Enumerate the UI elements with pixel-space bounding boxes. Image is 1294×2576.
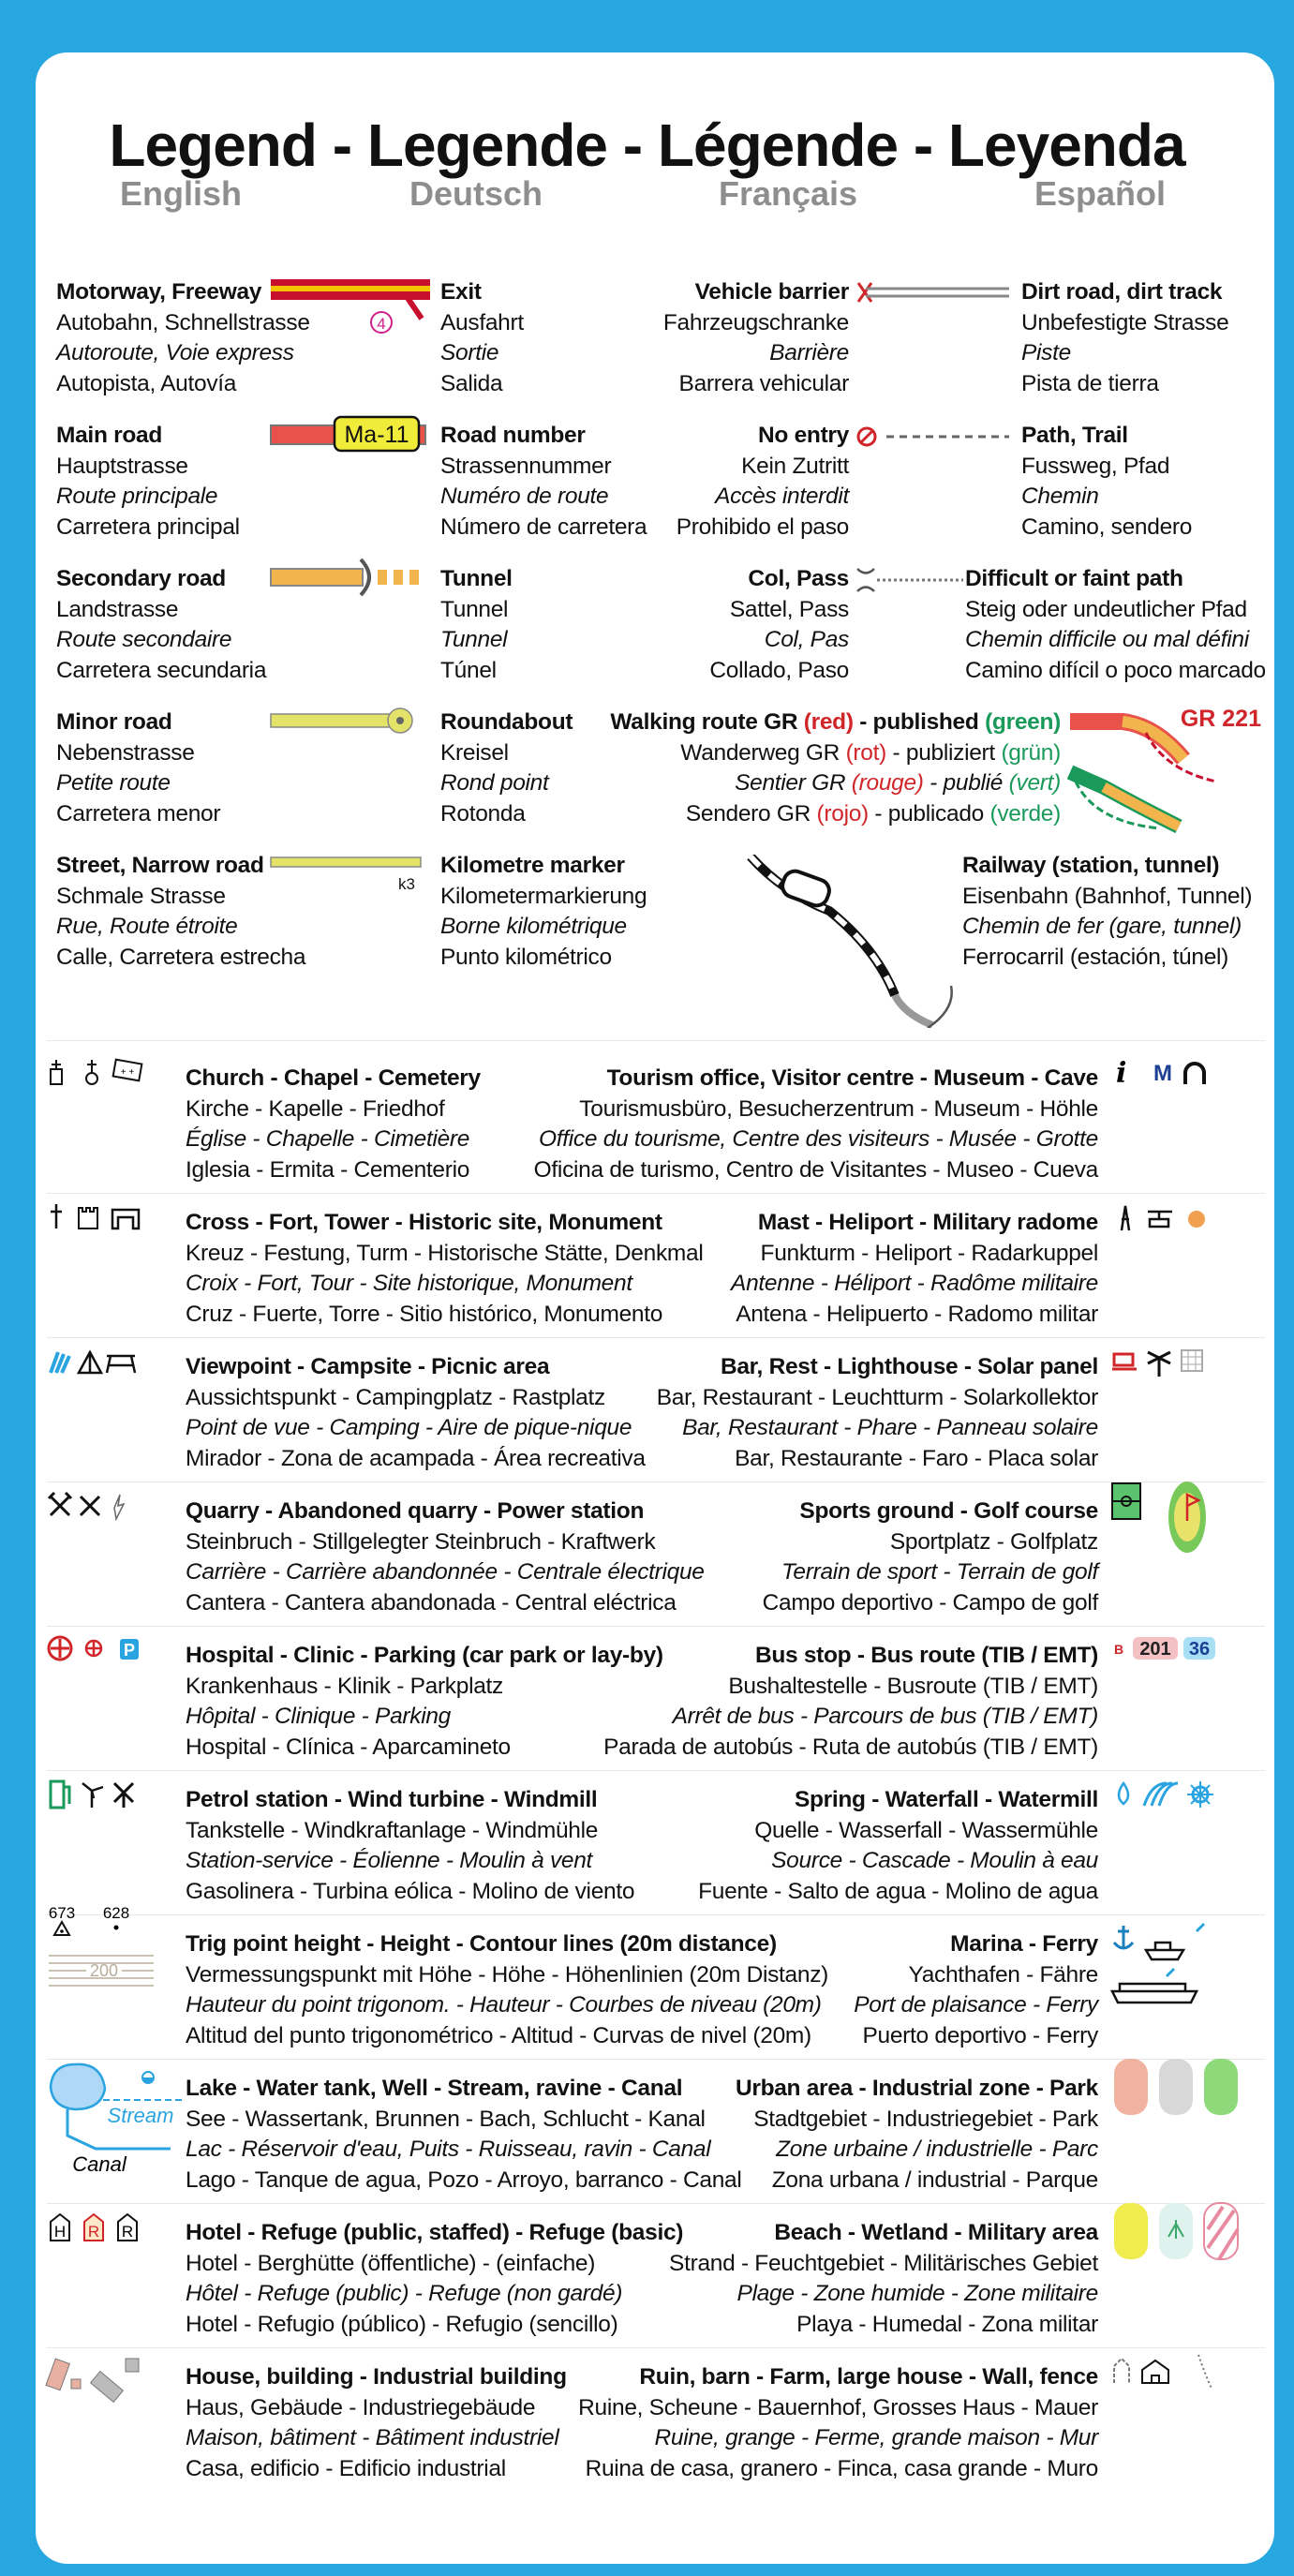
legend-entry-no-entry <box>677 421 849 543</box>
legend-entry-minor-road <box>56 707 220 829</box>
gr-route-label: GR 221 <box>1180 706 1261 732</box>
poi-right-entry-line: Stadtgebiet - Industriegebiet - Park <box>753 2106 1098 2132</box>
street-km-marker-icon <box>267 848 436 895</box>
museum-label: M <box>1153 1061 1172 1086</box>
poi-left-entry-line: Cruz - Fuerte, Torre - Sitio histórico, Monumento <box>186 1301 663 1327</box>
divider <box>47 2059 1265 2060</box>
house-icon-industrial-building-icon <box>47 2355 187 2481</box>
legend-entry-railway-station-tunnel-line: Railway (station, tunnel) <box>962 853 1220 878</box>
route-text-part: - publiziert <box>886 739 1002 766</box>
legend-entry-tunnel-line: Túnel <box>440 657 497 683</box>
legend-entry-roundabout <box>440 707 573 829</box>
legend-entry-roundabout-line: Rond point <box>440 770 549 796</box>
poi-left-entry-line: Hospital - Clínica - Aparcamineto <box>186 1734 511 1760</box>
poi-right-entry-line: Bushaltestelle - Busroute (TIB / EMT) <box>728 1673 1098 1699</box>
poi-right-entry <box>854 1929 1098 2051</box>
legend-entry-tunnel-line: Tunnel <box>440 596 509 622</box>
legend-entry-kilometre-marker-line: Punto kilométrico <box>440 944 612 970</box>
refuge-staffed-label: R <box>87 2223 100 2241</box>
legend-entry-col-pass <box>709 564 849 686</box>
poi-left-entry-line: House, building - Industrial building <box>186 2364 567 2390</box>
legend-entry-railway-station-tunnel-line: Ferrocarril (estación, túnel) <box>962 944 1229 970</box>
legend-entry-col-pass-line: Sattel, Pass <box>729 596 849 622</box>
poi-right-entry-line: Bus stop - Bus route (TIB / EMT) <box>754 1643 1098 1668</box>
legend-entry-motorway-freeway-line: Autoroute, Voie express <box>56 340 294 365</box>
legend-entry-street-narrow-road-line: Calle, Carretera estrecha <box>56 944 306 970</box>
legend-entry-roundabout-line: Roundabout <box>440 709 573 735</box>
poi-right-entry-line: Playa - Humedal - Zona militar <box>796 2311 1098 2337</box>
no-entry-icon <box>855 424 1014 450</box>
poi-right-entry-line: Bar, Rest - Lighthouse - Solar panel <box>720 1354 1098 1379</box>
legend-entry-kilometre-marker-line: Kilometermarkierung <box>440 883 647 909</box>
walking-route-gr-icon <box>1066 705 1268 836</box>
poi-right-entry-line: Urban area - Industrial zone - Park <box>735 2076 1098 2101</box>
poi-right-entry <box>669 2218 1098 2340</box>
legend-entry-secondary-road-line: Carretera secundaria <box>56 657 267 683</box>
poi-right-entry-line: Bar, Restaurante - Faro - Placa solar <box>735 1445 1098 1471</box>
height-label: 628 <box>102 1904 130 1922</box>
sports-ground-icon-golf-course-icon <box>1110 1489 1270 1616</box>
legend-entry-vehicle-barrier-line: Barrera vehicular <box>678 370 849 396</box>
col-pass-icon <box>853 566 965 594</box>
route-text-part: (rot) <box>845 739 886 766</box>
route-text-part: (red) <box>803 709 854 735</box>
route-text-part: (green) <box>985 709 1061 735</box>
church-icon-chapel-icon-cemetery-icon <box>47 1056 187 1183</box>
legend-entry-no-entry-line: Kein Zutritt <box>741 453 849 479</box>
poi-left-entry-line: Hôpital - Clinique - Parking <box>186 1704 452 1729</box>
legend-entry-road-number-line: Número de carretera <box>440 514 647 540</box>
trig-height-label: 673 <box>48 1904 76 1922</box>
legend-entry-path-trail <box>1021 421 1192 543</box>
legend-entry-path-trail-line: Chemin <box>1021 484 1099 509</box>
bus-route-label: 201 <box>1139 1639 1171 1660</box>
legend-entry-path-trail-line: Path, Trail <box>1021 423 1128 448</box>
poi-right-entry <box>534 1064 1098 1185</box>
legend-entry-path-trail-line: Fussweg, Pfad <box>1021 453 1170 479</box>
poi-left-entry-line: Hotel - Refugio (público) - Refugio (sencillo) <box>186 2311 618 2337</box>
legend-entry-kilometre-marker-line: Borne kilométrique <box>440 914 627 939</box>
road-number-label: Ma-11 <box>344 422 409 448</box>
legend-entry-no-entry-line: Prohibido el paso <box>676 514 849 540</box>
legend-entry-difficult-or-faint-path-line: Difficult or faint path <box>965 566 1183 591</box>
km-marker-label: k3 <box>398 875 415 893</box>
poi-left-entry-line: Station-service - Éolienne - Moulin à vent <box>186 1848 593 1873</box>
legend-entry-difficult-or-faint-path-line: Chemin difficile ou mal défini <box>965 627 1249 652</box>
stream-label: Stream <box>107 2104 174 2127</box>
poi-left-entry <box>186 1929 828 2051</box>
poi-right-entry-line: Mast - Heliport - Military radome <box>757 1210 1098 1235</box>
poi-left-entry-line: Église - Chapelle - Cimetière <box>186 1126 470 1152</box>
motorway-symbol-icon <box>267 272 436 342</box>
poi-left-entry-line: Carrière - Carrière abandonnée - Centrale électrique <box>186 1559 705 1585</box>
poi-right-entry-line: Oficina de turismo, Centro de Visitantes - Museo - Cueva <box>533 1156 1098 1183</box>
cross-icon-fort-tower-icon-historic-site-icon <box>47 1200 187 1327</box>
route-text-part: - publié <box>923 770 1009 796</box>
poi-right-entry-line: Ruine, Scheune - Bauernhof, Grosses Haus - Mauer <box>578 2394 1098 2420</box>
svg-text:i: i <box>1116 1057 1127 1090</box>
poi-right-entry <box>657 1352 1098 1474</box>
poi-left-entry <box>186 2218 683 2340</box>
poi-right-entry-line: Office du tourisme, Centre des visiteurs - Musée - Grotte <box>539 1126 1098 1152</box>
legend-entry-walking-route-gr-red-published-green-line <box>610 768 1061 799</box>
legend-entry-road-number <box>440 421 647 543</box>
trig-point-icon-height-point-icon-contour-line-icon <box>47 1903 187 2030</box>
quarry-icon-abandoned-quarry-icon-power-station-icon <box>47 1489 187 1616</box>
ruin-barn-icon-farm-icon-wall-fence-icon <box>1110 2355 1270 2481</box>
poi-left-entry-line: Petrol station - Wind turbine - Windmill <box>186 1787 598 1812</box>
minor-road-roundabout-icon <box>267 703 436 740</box>
poi-right-entry-line: Zone urbaine / industrielle - Parc <box>776 2137 1098 2162</box>
legend-entry-dirt-road-dirt-track <box>1021 277 1228 399</box>
poi-right-entry-line: Bar, Restaurant - Phare - Panneau solaire <box>682 1415 1098 1440</box>
route-text-part: (rojo) <box>816 800 869 826</box>
spring-icon-waterfall-icon-watermill-icon <box>1110 1778 1270 1904</box>
poi-left-entry <box>186 1785 634 1907</box>
beach-icon-wetland-icon-military-area-icon <box>1110 2211 1270 2337</box>
poi-left-entry <box>186 1641 663 1763</box>
poi-right-entry-line: Antenne - Héliport - Radôme militaire <box>731 1271 1098 1296</box>
poi-left-entry-line: Kreuz - Festung, Turm - Historische Stätte, Denkmal <box>186 1240 704 1266</box>
legend-entry-roundabout-line: Rotonda <box>440 800 526 826</box>
poi-left-entry-line: Gasolinera - Turbina eólica - Molino de viento <box>186 1878 635 1904</box>
legend-entry-secondary-road-line: Landstrasse <box>56 596 179 622</box>
poi-left-entry-line: Krankenhaus - Klinik - Parkplatz <box>186 1673 503 1699</box>
legend-entry-motorway-freeway-line: Autopista, Autovía <box>56 370 237 396</box>
route-text-part: - published <box>853 709 986 735</box>
bus-route-label: 36 <box>1188 1639 1211 1660</box>
route-text-part: (rouge) <box>851 770 924 796</box>
legend-entry-col-pass-line: Col, Pass <box>748 566 849 591</box>
poi-left-entry-line: Tankstelle - Windkraftanlage - Windmühle <box>186 1817 599 1843</box>
poi-left-entry-line: Casa, edificio - Edificio industrial <box>186 2455 506 2481</box>
legend-entry-walking-route-gr-red-published-green <box>610 707 1061 829</box>
poi-left-entry-line: Hotel - Refuge (public, staffed) - Refuge (basic) <box>186 2220 684 2245</box>
legend-entry-no-entry-line: No entry <box>758 423 849 448</box>
route-text-part: - publicado <box>868 800 990 826</box>
urban-area-icon-industrial-zone-icon-park-icon <box>1110 2066 1270 2193</box>
legend-entry-motorway-freeway-line: Motorway, Freeway <box>56 279 262 305</box>
divider <box>47 1626 1265 1627</box>
divider <box>47 2347 1265 2348</box>
legend-entry-tunnel-line: Tunnel <box>440 566 513 591</box>
legend-entry-roundabout-line: Kreisel <box>440 739 509 766</box>
canal-label: Canal <box>72 2152 126 2176</box>
bus-stop-icon-bus-route-icon <box>1110 1633 1270 1760</box>
legend-entry-minor-road-line: Carretera menor <box>56 800 221 826</box>
svg-text:+ +: + + <box>120 1067 135 1078</box>
legend-entry-no-entry-line: Accès interdit <box>715 484 849 509</box>
poi-left-entry-line: See - Wassertank, Brunnen - Bach, Schlucht - Kanal <box>186 2106 706 2132</box>
legend-entry-main-road-line: Hauptstrasse <box>56 453 188 479</box>
poi-left-entry-line: Hospital - Clinic - Parking (car park or lay-by) <box>186 1643 663 1668</box>
lang-header-francais: Français <box>718 174 858 213</box>
poi-left-entry-line: Lago - Tanque de agua, Pozo - Arroyo, barranco - Canal <box>186 2167 742 2193</box>
hotel-label: H <box>53 2223 67 2241</box>
poi-left-entry-line: Lake - Water tank, Well - Stream, ravine - Canal <box>186 2076 683 2101</box>
vehicle-barrier-icon <box>855 279 1014 305</box>
legend-entry-main-road-line: Main road <box>56 423 163 448</box>
poi-left-entry-line: Haus, Gebäude - Industriegebäude <box>186 2394 536 2420</box>
poi-right-entry-line: Ruina de casa, granero - Finca, casa grande - Muro <box>585 2455 1098 2481</box>
bar-restaurant-icon-lighthouse-icon-solar-panel-icon <box>1110 1345 1270 1471</box>
poi-left-entry <box>186 1352 646 1474</box>
poi-left-entry-line: Hotel - Berghütte (öffentliche) - (einfache) <box>186 2250 596 2276</box>
legend-entry-railway-station-tunnel-line: Chemin de fer (gare, tunnel) <box>962 914 1242 939</box>
poi-right-entry <box>578 2362 1098 2484</box>
poi-left-entry-line: Hauteur du point trigonom. - Hauteur - Courbes de niveau (20m) <box>186 1992 822 2018</box>
poi-left-entry <box>186 1064 481 1185</box>
poi-right-entry-line: Puerto deportivo - Ferry <box>862 2022 1098 2048</box>
poi-left-entry-line: Lac - Réservoir d'eau, Puits - Ruisseau, ravin - Canal <box>186 2137 711 2162</box>
poi-left-entry-line: Church - Chapel - Cemetery <box>186 1065 481 1091</box>
poi-right-entry <box>763 1496 1098 1618</box>
poi-left-entry-line: Cantera - Cantera abandonada - Central eléctrica <box>186 1589 677 1616</box>
legend-entry-motorway-freeway-line: Autobahn, Schnellstrasse <box>56 309 310 335</box>
poi-right-entry-line: Antena - Helipuerto - Radomo militar <box>736 1301 1098 1327</box>
poi-left-entry <box>186 1496 705 1618</box>
divider <box>47 2203 1265 2204</box>
poi-right-entry <box>603 1641 1098 1763</box>
legend-entry-col-pass-line: Col, Pas <box>764 627 849 652</box>
lang-header-english: English <box>119 174 243 213</box>
legend-entry-path-trail-line: Camino, sendero <box>1021 514 1193 540</box>
poi-right-entry-line: Sportplatz - Golfplatz <box>889 1528 1098 1555</box>
poi-left-entry-line: Hôtel - Refuge (public) - Refuge (non gardé) <box>186 2281 623 2306</box>
poi-right-entry <box>698 1785 1098 1907</box>
viewpoint-icon-campsite-icon-picnic-icon <box>47 1345 187 1471</box>
legend-entry-secondary-road-line: Route secondaire <box>56 627 232 652</box>
legend-entry-exit-line: Sortie <box>440 340 499 365</box>
parking-label: P <box>123 1641 136 1660</box>
poi-right-entry-line: Funkturm - Heliport - Radarkuppel <box>760 1240 1098 1266</box>
legend-entry-road-number-line: Road number <box>440 423 586 448</box>
poi-right-entry-line: Tourism office, Visitor centre - Museum - Cave <box>606 1065 1098 1091</box>
route-text-part: Wanderweg GR <box>680 739 846 766</box>
legend-entry-secondary-road-line: Secondary road <box>56 566 226 591</box>
legend-entry-difficult-or-faint-path <box>965 564 1266 686</box>
legend-entry-exit-line: Exit <box>440 279 482 305</box>
poi-left-entry-line: Steinbruch - Stillgelegter Steinbruch - Kraftwerk <box>186 1528 656 1555</box>
poi-left-entry <box>186 2362 567 2484</box>
poi-left-entry-line: Maison, bâtiment - Bâtiment industriel <box>186 2425 559 2450</box>
marina-icon-ferry-icon <box>1110 1922 1270 2048</box>
legend-entry-exit-line: Salida <box>440 370 503 396</box>
poi-right-entry-line: Ruin, barn - Farm, large house - Wall, fence <box>639 2364 1098 2390</box>
contour-label: 200 <box>89 1961 119 1980</box>
legend-entry-vehicle-barrier-line: Vehicle barrier <box>694 279 849 305</box>
hotel-icon-refuge-staffed-icon-refuge-basic-icon <box>47 2211 187 2337</box>
poi-left-entry-line: Viewpoint - Campsite - Picnic area <box>186 1354 550 1379</box>
route-text-part: (vert) <box>1008 770 1061 796</box>
legend-entry-col-pass-line: Collado, Paso <box>709 657 849 683</box>
poi-left-entry-line: Trig point height - Height - Contour lines (20m distance) <box>186 1931 777 1957</box>
lake-icon-water-tank-icon-stream-icon-canal-icon <box>47 2062 187 2189</box>
bus-stop-label: B <box>1114 1642 1124 1657</box>
legend-entry-walking-route-gr-red-published-green-line <box>610 707 1061 738</box>
legend-entry-railway-station-tunnel-line: Eisenbahn (Bahnhof, Tunnel) <box>962 883 1253 909</box>
legend-entry-walking-route-gr-red-published-green-line <box>610 799 1061 830</box>
legend-entry-vehicle-barrier <box>663 277 849 399</box>
poi-left-entry-line: Quarry - Abandoned quarry - Power station <box>186 1498 645 1524</box>
divider <box>47 1040 1265 1041</box>
mast-icon-heliport-icon-radome-icon <box>1110 1200 1270 1327</box>
poi-right-entry-line: Yachthafen - Fähre <box>908 1961 1098 1988</box>
poi-right-entry-line: Sports ground - Golf course <box>799 1498 1098 1524</box>
poi-right-entry-line: Plage - Zone humide - Zone militaire <box>736 2281 1098 2306</box>
poi-left-entry-line: Iglesia - Ermita - Cementerio <box>186 1156 470 1183</box>
legend-entry-tunnel-line: Tunnel <box>440 627 508 652</box>
poi-left-entry-line: Vermessungspunkt mit Höhe - Höhe - Höhenlinien (20m Distanz) <box>186 1961 829 1988</box>
exit-number-label: 4 <box>377 315 386 333</box>
legend-entry-walking-route-gr-red-published-green-line <box>610 738 1061 769</box>
legend-entry-street-narrow-road-line: Street, Narrow road <box>56 853 264 878</box>
legend-entry-dirt-road-dirt-track-line: Piste <box>1021 340 1071 365</box>
divider <box>47 1770 1265 1771</box>
route-text-part: (verde) <box>989 800 1061 826</box>
poi-right-entry-line: Parada de autobús - Ruta de autobús (TIB / EMT) <box>603 1734 1098 1760</box>
poi-right-entry-line: Quelle - Wasserfall - Wassermühle <box>754 1817 1098 1843</box>
divider <box>47 1193 1265 1194</box>
poi-left-entry-line: Croix - Fort, Tour - Site historique, Monument <box>186 1271 632 1296</box>
route-text-part: (grün) <box>1001 739 1061 766</box>
poi-left-entry <box>186 2074 742 2196</box>
poi-right-entry-line: Tourismusbüro, Besucherzentrum - Museum - Höhle <box>579 1095 1098 1122</box>
poi-right-entry-line: Arrêt de bus - Parcours de bus (TIB / EMT) <box>672 1704 1098 1729</box>
poi-right-entry-line: Port de plaisance - Ferry <box>854 1992 1098 2018</box>
poi-left-entry-line: Altitud del punto trigonométrico - Altitud - Curvas de nivel (20m) <box>186 2022 811 2048</box>
poi-right-entry-line: Terrain de sport - Terrain de golf <box>781 1559 1098 1585</box>
legend-entry-secondary-road <box>56 564 266 686</box>
poi-left-entry-line: Mirador - Zona de acampada - Área recreativa <box>186 1445 646 1471</box>
legend-entry-main-road-line: Route principale <box>56 484 218 509</box>
lang-header-deutsch: Deutsch <box>409 174 543 213</box>
legend-entry-vehicle-barrier-line: Barrière <box>769 340 849 365</box>
petrol-station-icon-wind-turbine-icon-windmill-icon <box>47 1778 187 1904</box>
page-title: Legend - Legende - Légende - Leyenda <box>109 112 1185 179</box>
legend-entry-difficult-or-faint-path-line: Steig oder undeutlicher Pfad <box>965 596 1247 622</box>
legend-entry-main-road-line: Carretera principal <box>56 514 240 540</box>
poi-right-entry-line: Source - Cascade - Moulin à eau <box>771 1848 1098 1873</box>
hospital-icon-clinic-icon-parking-icon <box>47 1633 187 1760</box>
poi-right-entry-line: Beach - Wetland - Military area <box>774 2220 1098 2245</box>
route-text-part: Sendero GR <box>685 800 817 826</box>
poi-right-entry <box>736 2074 1098 2196</box>
legend-entry-tunnel <box>440 564 513 686</box>
poi-right-entry-line: Strand - Feuchtgebiet - Militärisches Gebiet <box>669 2250 1098 2276</box>
legend-entry-street-narrow-road-line: Schmale Strasse <box>56 883 226 909</box>
poi-left-entry-line: Point de vue - Camping - Aire de pique-nique <box>186 1415 632 1440</box>
route-text-part: Walking route GR <box>610 709 804 735</box>
lang-header-espanol: Español <box>1034 174 1167 213</box>
poi-left-entry-line: Aussichtspunkt - Campingplatz - Rastplatz <box>186 1384 605 1410</box>
poi-right-entry-line: Ruine, grange - Ferme, grande maison - Mur <box>654 2425 1098 2450</box>
legend-entry-dirt-road-dirt-track-line: Unbefestigte Strasse <box>1021 309 1229 335</box>
poi-right-entry-line: Spring - Waterfall - Watermill <box>794 1787 1098 1812</box>
poi-right-entry-line: Fuente - Salto de agua - Molino de agua <box>698 1878 1098 1904</box>
legend-entry-kilometre-marker-line: Kilometre marker <box>440 853 625 878</box>
secondary-road-tunnel-icon <box>267 558 436 600</box>
route-text-part: Sentier GR <box>735 770 852 796</box>
poi-left-entry <box>186 1208 703 1330</box>
legend-entry-road-number-line: Numéro de route <box>440 484 609 509</box>
divider <box>47 1337 1265 1338</box>
legend-entry-difficult-or-faint-path-line: Camino difícil o poco marcado <box>965 657 1266 683</box>
poi-left-entry-line: Kirche - Kapelle - Friedhof <box>186 1095 445 1122</box>
legend-entry-minor-road-line: Nebenstrasse <box>56 739 195 766</box>
railway-station-tunnel-icon <box>745 855 1017 1028</box>
legend-entry-dirt-road-dirt-track-line: Pista de tierra <box>1021 370 1159 396</box>
divider <box>47 1914 1265 1915</box>
legend-entry-vehicle-barrier-line: Fahrzeugschranke <box>662 309 849 335</box>
legend-entry-exit-line: Ausfahrt <box>440 309 524 335</box>
poi-right-entry-line: Zona urbana / industrial - Parque <box>771 2167 1098 2193</box>
poi-left-entry-line: Cross - Fort, Tower - Historic site, Monument <box>186 1210 662 1235</box>
legend-entry-minor-road-line: Petite route <box>56 770 171 796</box>
poi-right-entry-line: Bar, Restaurant - Leuchtturm - Solarkollektor <box>656 1384 1098 1410</box>
legend-entry-kilometre-marker <box>440 851 647 973</box>
refuge-basic-label: R <box>121 2223 134 2241</box>
poi-right-entry <box>731 1208 1098 1330</box>
legend-entry-minor-road-line: Minor road <box>56 709 172 735</box>
legend-entry-dirt-road-dirt-track-line: Dirt road, dirt track <box>1021 279 1223 305</box>
poi-right-entry-line: Marina - Ferry <box>950 1931 1098 1957</box>
legend-entry-road-number-line: Strassennummer <box>440 453 612 479</box>
legend-entry-street-narrow-road-line: Rue, Route étroite <box>56 914 238 939</box>
tourism-office-icon-museum-icon-cave-icon <box>1110 1056 1270 1183</box>
legend-entry-exit <box>440 277 524 399</box>
legend-entry-main-road <box>56 421 240 543</box>
poi-right-entry-line: Campo deportivo - Campo de golf <box>762 1589 1098 1616</box>
main-road-symbol-icon <box>267 414 436 455</box>
